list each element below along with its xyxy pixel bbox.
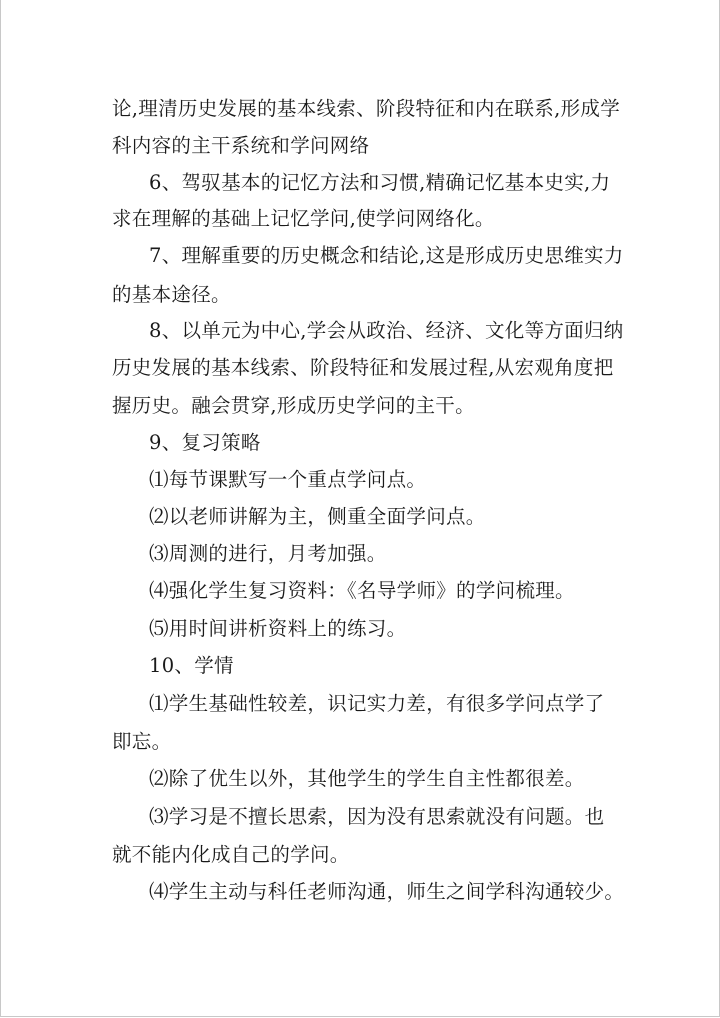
text-line: ⑶学习是不擅长思索，因为没有思索就没有问题。也: [149, 805, 605, 828]
text-line: 7、理解重要的历史概念和结论,这是形成历史思维实力: [149, 244, 624, 267]
text-line: ⑷强化学生复习资料：《名导学师》的学问梳理。: [149, 579, 575, 602]
text-line: ⑵以老师讲解为主，侧重全面学问点。: [149, 505, 486, 528]
text-line: 握历史。融会贯穿,形成历史学问的主干。: [112, 394, 475, 417]
text-line: 的基本途径。: [112, 283, 231, 306]
text-line: 就不能内化成自己的学问。: [112, 843, 350, 866]
text-line: 即忘。: [112, 730, 172, 753]
text-line: ⑶周测的进行，月考加强。: [149, 542, 387, 565]
text-line: ⑴学生基础性较差，识记实力差，有很多学问点学了: [149, 692, 605, 715]
text-line: 求在理解的基础上记忆学问,使学问网络化。: [112, 207, 495, 230]
text-line: ⑴每节课默写一个重点学问点。: [149, 468, 427, 491]
text-line: 9、复习策略: [149, 431, 261, 454]
text-line: 论,理清历史发展的基本线索、阶段特征和内在联系,形成学: [112, 97, 620, 120]
text-line: ⑵除了优生以外，其他学生的学生自主性都很差。: [149, 767, 585, 790]
text-line: 科内容的主干系统和学问网络: [112, 134, 370, 157]
text-line: 10、学情: [149, 654, 234, 677]
text-line: 8、以单元为中心,学会从政治、经济、文化等方面归纳: [149, 319, 624, 342]
text-line: ⑷学生主动与科任老师沟通，师生之间学科沟通较少。: [149, 880, 625, 903]
text-line: 6、驾驭基本的记忆方法和习惯,精确记忆基本史实,力: [149, 171, 611, 194]
text-line: ⑸用时间讲析资料上的练习。: [149, 617, 407, 640]
text-line: 历史发展的基本线索、阶段特征和发展过程,从宏观角度把: [112, 356, 614, 379]
